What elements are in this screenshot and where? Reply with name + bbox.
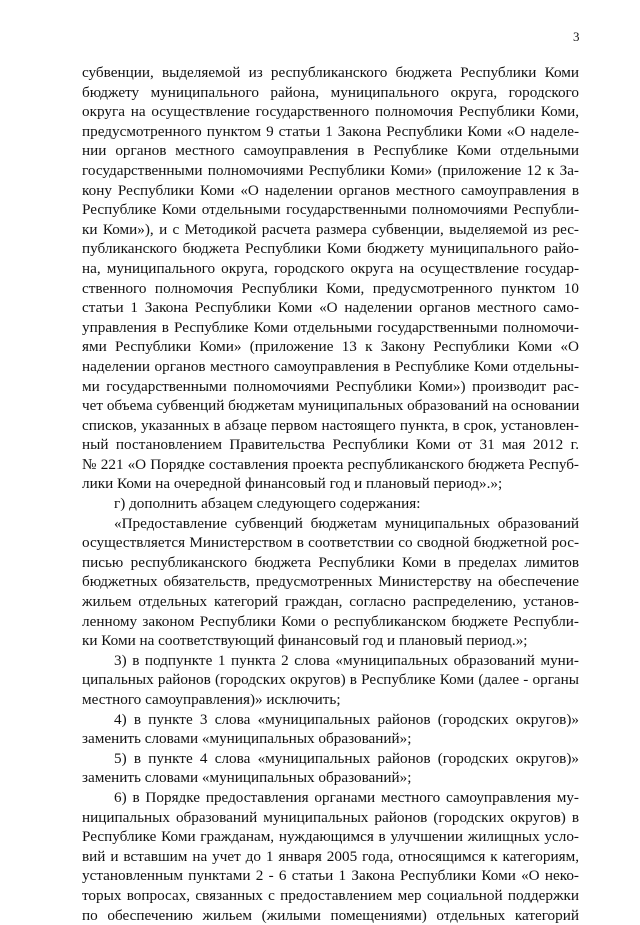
text-line: писью республиканского бюджета Республики Коми в пределах лимитов (82, 553, 579, 571)
text-line: Республике Коми гражданам, нуждающимся в улучшении жилищных усло- (82, 828, 579, 846)
text-line: управления в Республике Коми отдельными государственными полномочи- (82, 318, 579, 336)
text-line: г) дополнить абзацем следующего содержания: (114, 495, 421, 513)
text-line: установленным пунктами 2 - 6 статьи 1 Закона Республики Коми «О неко- (82, 867, 579, 885)
text-line: статьи 1 Закона Республики Коми «О наделении органов местного само- (82, 299, 579, 317)
text-line: ки Коми»), и с Методикой расчета размера субвенции, выделяемой из рес- (82, 220, 579, 238)
text-line: ки Коми на соответствующий финансовый год и плановый период.»; (82, 632, 528, 650)
text-line: 3) в подпункте 1 пункта 2 слова «муниципальных образований муни- (114, 651, 579, 669)
text-line: ципальных районов (городских округов) в Республике Коми (далее - органы (82, 671, 579, 689)
text-line: ленному законом Республики Коми о республиканском бюджете Республи- (82, 612, 579, 630)
text-line: заменить словами «муниципальных образований»; (82, 769, 412, 787)
text-line: наделении органов местного самоуправления в Республике Коми отдельны- (82, 357, 579, 375)
text-line: местного самоуправления)» исключить; (82, 691, 341, 708)
text-line: на, муниципального округа, городского округа на осуществление государ- (82, 259, 579, 277)
text-line: ми государственными полномочиями Республики Коми») производит рас- (82, 377, 579, 395)
text-line: публиканского бюджета Республики Коми бюджету муниципального райо- (82, 240, 579, 258)
text-line: торых вопросах, связанных с предоставлением мер социальной поддержки (82, 886, 579, 904)
text-line: лики Коми на очередной финансовый год и плановый период».»; (82, 475, 503, 493)
page-number: 3 (573, 29, 580, 44)
text-line: списков, указанных в абзаце первом настоящего пункта, в срок, установлен- (82, 416, 579, 434)
text-line: ственного полномочия Республики Коми, предусмотренного пунктом 10 (82, 279, 579, 297)
text-line: ный постановлением Правительства Республики Коми от 31 мая 2012 г. (82, 436, 579, 454)
text-line: вий и вставшим на учет до 1 января 2005 года, относящимся к категориям, (82, 847, 579, 865)
text-line: кону Республики Коми «О наделении органов местного самоуправления в (82, 181, 579, 199)
text-line: округа на осуществление государственного полномочия Республики Коми, (82, 103, 579, 121)
text-line: Республике Коми отдельными государственными полномочиями Республи- (82, 201, 579, 219)
text-line: «Предоставление субвенций бюджетам муниципальных образований (114, 514, 579, 532)
text-line: ями Республики Коми» (приложение 13 к Закону Республики Коми «О (82, 338, 579, 356)
text-line: нии органов местного самоуправления в Республике Коми отдельными (82, 142, 579, 160)
text-line: жильем отдельных категорий граждан, согласно распределению, установ- (82, 593, 579, 611)
text-line: № 221 «О Порядке составления проекта республиканского бюджета Респуб- (82, 455, 579, 473)
text-line: 4) в пункте 3 слова «муниципальных районов (городских округов)» (114, 710, 579, 728)
text-line: государственными полномочиями Республики Коми» (приложение 12 к За- (82, 161, 579, 179)
text-line: чет объема субвенций бюджетам муниципальных образований на основании (82, 397, 580, 415)
text-line: ниципальных образований муниципальных районов (городских округов) в (82, 808, 579, 826)
body-text (82, 63, 579, 925)
text-line: 5) в пункте 4 слова «муниципальных районов (городских округов)» (114, 749, 579, 767)
text-line: бюджету муниципального района, муниципального округа, городского (82, 83, 579, 101)
text-line: предусмотренного пунктом 9 статьи 1 Закона Республики Коми «О наделе- (82, 122, 579, 140)
text-line: заменить словами «муниципальных образований»; (82, 730, 412, 748)
text-line: бюджетных обязательств, предусмотренных Министерству на обеспечение (82, 573, 579, 591)
text-line: осуществляется Министерством в соответствии со сводной бюджетной рос- (82, 534, 579, 552)
text-line: по обеспечению жильем (жилыми помещениями) отдельных категорий (82, 906, 579, 924)
text-line: субвенции, выделяемой из республиканского бюджета Республики Коми (82, 64, 579, 81)
text-line: 6) в Порядке предоставления органами местного самоуправления му- (114, 788, 579, 806)
